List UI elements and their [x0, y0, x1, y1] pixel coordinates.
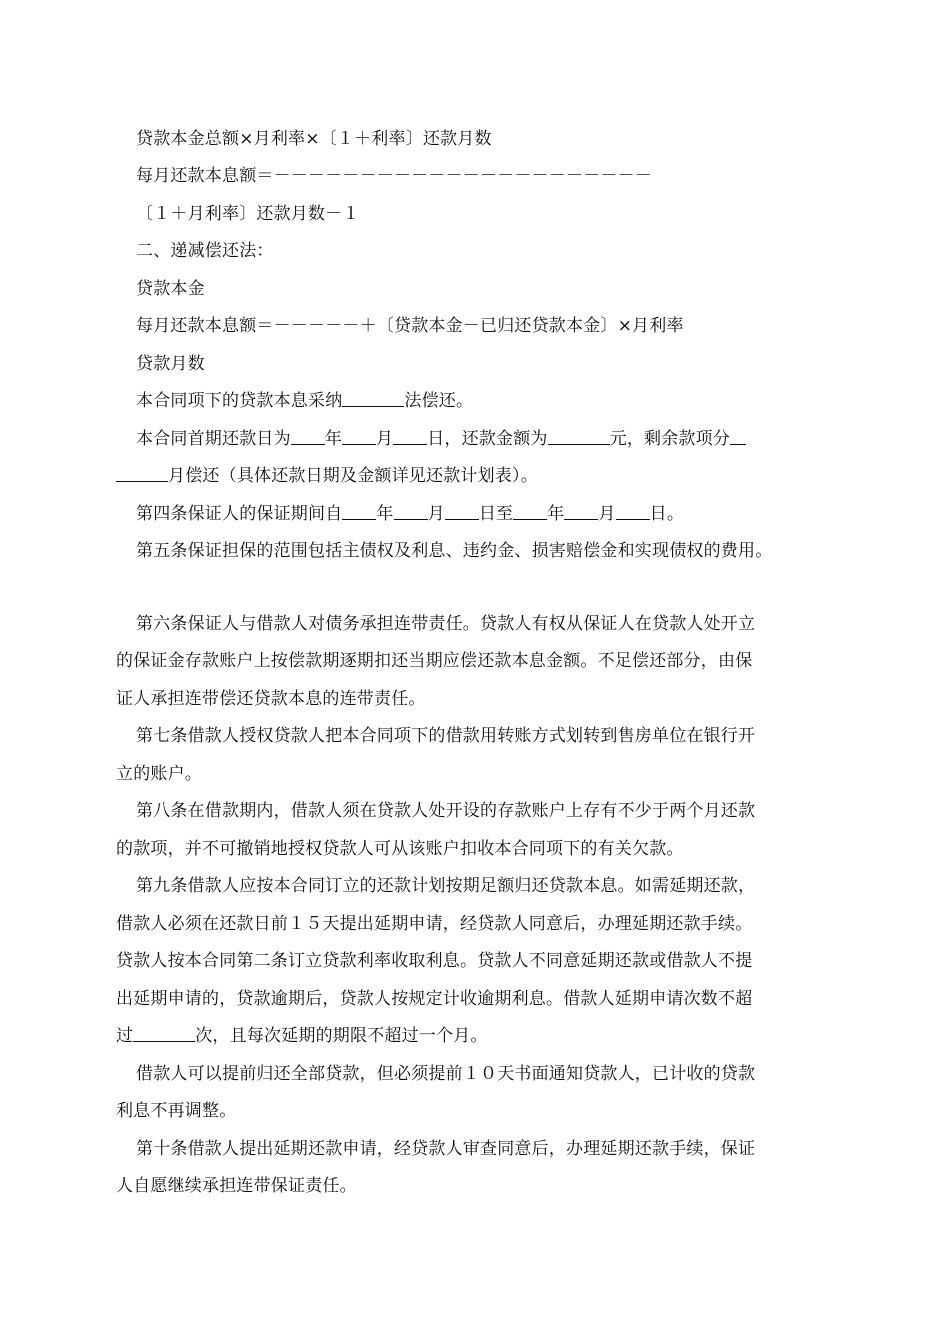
formula2-numerator: 贷款本金 — [136, 279, 205, 299]
article-8-line-2: 的款项，并不可撤销地授权贷款人可从该账户扣收本合同项下的有关欠款。 — [116, 839, 684, 859]
label-month: 月 — [376, 429, 394, 449]
formula-numerator: 贷款本金总额×月利率×〔１＋利率〕还款月数 — [136, 129, 492, 149]
blank-a4-month — [394, 502, 428, 520]
blank-a4-year2 — [513, 502, 547, 520]
prepayment-line-2: 利息不再调整。 — [116, 1101, 237, 1121]
first-payment-cont-text: 月偿还（具体还款日期及金额详见还款计划表）。 — [168, 466, 538, 486]
article-4-year2: 年 — [547, 504, 565, 524]
blank-method — [342, 389, 404, 407]
article-10-line-1: 第十条借款人提出延期还款申请，经贷款人审查同意后，办理延期还款手续，保证 — [136, 1139, 756, 1159]
article-6-line-2: 的保证金存款账户上按偿款期逐期扣还当期应偿还款本息金额。不足偿还部分，由保 — [116, 651, 753, 671]
blank-a4-day2 — [616, 502, 650, 520]
article-9-last-post: 次，且每次延期的期限不超过一个月。 — [195, 1026, 488, 1046]
formula-denominator: 〔１＋月利率〕还款月数－１ — [136, 204, 360, 224]
article-7-line-1: 第七条借款人授权贷款人把本合同项下的借款用转账方式划转到售房单位在银行开 — [136, 726, 756, 746]
article-5: 第五条保证担保的范围包括主债权及利息、违约金、损害赔偿金和实现债权的费用。 — [136, 541, 773, 561]
label-year: 年 — [324, 429, 343, 449]
article-8-line-1: 第八条在借款期内，借款人须在贷款人处开设的存款账户上存有不少于两个月还款 — [136, 801, 756, 821]
blank-month — [342, 427, 376, 445]
formula2-monthly-payment: 每月还款本息额＝－－－－－＋〔贷款本金－已归还贷款本金〕×月利率 — [136, 316, 684, 336]
repayment-method-post: 法偿还。 — [404, 391, 474, 411]
label-day-amount: 日，还款金额为 — [427, 429, 548, 449]
article-4-month2: 月 — [598, 504, 616, 524]
article-4-pre: 第四条保证人的保证期间自 — [136, 504, 343, 524]
article-10-line-2: 人自愿继续承担连带保证责任。 — [116, 1176, 357, 1196]
article-9-line-5 — [116, 1024, 488, 1048]
prepayment-line-1: 借款人可以提前归还全部贷款，但必须提前１０天书面通知贷款人，已计收的贷款 — [136, 1064, 756, 1084]
section-heading-decreasing-repayment: 二、递减偿还法： — [136, 241, 274, 261]
first-payment-line — [136, 427, 746, 451]
article-9-line-4: 出延期申请的，贷款逾期后，贷款人按规定计收逾期利息。借款人延期申请次数不超 — [116, 989, 753, 1009]
blank-amount — [548, 427, 610, 445]
blank-year — [291, 427, 325, 445]
formula2-denominator: 贷款月数 — [136, 354, 205, 374]
first-payment-pre: 本合同首期还款日为 — [136, 429, 291, 449]
article-4-month: 月 — [427, 504, 445, 524]
blank-a4-day — [445, 502, 479, 520]
blank-extension-times — [133, 1024, 195, 1042]
repayment-method-line — [136, 389, 473, 413]
article-4-day-to: 日至 — [478, 504, 514, 524]
article-6-line-3: 证人承担连带偿还贷款本息的连带责任。 — [116, 689, 426, 709]
blank-day — [393, 427, 427, 445]
blank-a4-year — [342, 502, 376, 520]
label-yuan-remaining: 元，剩余款项分 — [609, 429, 731, 449]
article-9-line-2: 借款人必须在还款日前１５天提出延期申请，经贷款人同意后，办理延期还款手续。 — [116, 914, 753, 934]
article-6-line-1: 第六条保证人与借款人对债务承担连带责任。贷款人有权从保证人在贷款人处开立 — [136, 614, 756, 634]
blank-installments — [116, 464, 168, 482]
article-9-last-pre: 过 — [116, 1026, 134, 1046]
article-4-year: 年 — [376, 504, 394, 524]
blank-a4-month2 — [564, 502, 598, 520]
article-9-line-3: 贷款人按本合同第二条订立贷款利率收取利息。贷款人不同意延期还款或借款人不提 — [116, 951, 753, 971]
first-payment-continued — [116, 464, 538, 488]
formula-monthly-payment: 每月还款本息额＝－－－－－－－－－－－－－－－－－－－－－－ — [136, 166, 652, 186]
repayment-method-pre: 本合同项下的贷款本息采纳 — [136, 391, 343, 411]
article-9-line-1: 第九条借款人应按本合同订立的还款计划按期足额归还贷款本息。如需延期还款， — [136, 876, 756, 896]
article-4 — [136, 502, 684, 526]
blank-installments-start — [730, 427, 746, 445]
article-7-line-2: 立的账户。 — [116, 764, 202, 784]
article-4-day2: 日。 — [649, 504, 685, 524]
